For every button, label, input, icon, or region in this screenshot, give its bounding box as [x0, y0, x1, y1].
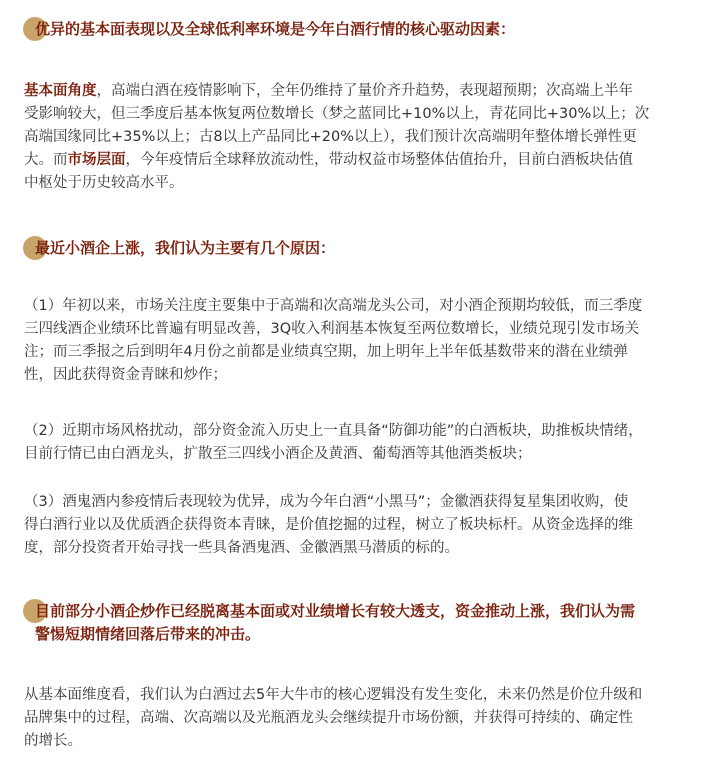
paragraph-text: ，今年疫情后全球释放流动性，带动权益市场整体估值抬升，目前白酒板块估值 中枢处于历史较高水平。: [24, 152, 633, 191]
paragraph-text: ，高端白酒在疫情影响下，全年仍维持了量价齐升趋势，表现超预期；次高端上半年 受影响较大，但三季度后基本恢复两位数增长（梦之蓝同比+10%以上，青花同比+30%以上；次 高端国缘同比+35%以上；古8以上产品同比+20%以上），我们预计次高端明年整体增长弹性更 大。而: [24, 83, 650, 168]
paragraph-reason-2: （2）近期市场风格扰动，部分资金流入历史上一直具备“防御功能”的白酒板块，助推板块情绪， 目前行情已由白酒龙头，扩散至三四线小酒企及黄酒、葡萄酒等其他酒类板块；: [24, 423, 643, 462]
heading-text: 目前部分小酒企炒作已经脱离基本面或对业绩增长有较大透支，资金推动上涨，我们认为需 警惕短期情绪回落后带来的冲击。: [35, 602, 636, 643]
highlight-market: 市场层面: [67, 152, 126, 168]
paragraph-reason-1: （1）年初以来，市场关注度主要集中于高端和次高端龙头公司，对小酒企预期均较低，而三季度 三四线酒企业绩环比普遍有明显改善，3Q收入利润基本恢复至两位数增长，业绩兑现引发市场关 注；而三季报之后到明年4月份之前都是业绩真空期，加上明年上半年低基数带来的潜在业绩弹 性，因此获得资金青睐和炒作；: [24, 298, 643, 383]
paragraph-reason-3: （3）酒鬼酒内参疫情后表现较为优异，成为今年白酒“小黑马”；金徽酒获得复星集团收购，使 得白酒行业以及优质酒企获得资本青睐，是价值挖掘的过程，树立了板块标杆。从资金选择的维 度，部分投资者开始寻找一些具备酒鬼酒、金徽酒黑马潜质的标的。: [24, 494, 633, 556]
paragraph-outlook: 从基本面维度看，我们认为白酒过去5年大牛市的核心逻辑没有发生变化，未来仍然是价位升级和 品牌集中的过程，高端、次高端以及光瓶酒龙头会继续提升市场份额，并获得可持续的、确定性 的增长。: [24, 687, 643, 749]
highlight-fundamentals: 基本面角度: [24, 83, 97, 99]
heading-text: 最近小酒企上涨，我们认为主要有几个原因：: [35, 239, 336, 257]
paragraph-fundamentals: [24, 80, 700, 195]
heading-text: 优异的基本面表现以及全球低利率环境是今年白酒行情的核心驱动因素：: [35, 20, 516, 38]
